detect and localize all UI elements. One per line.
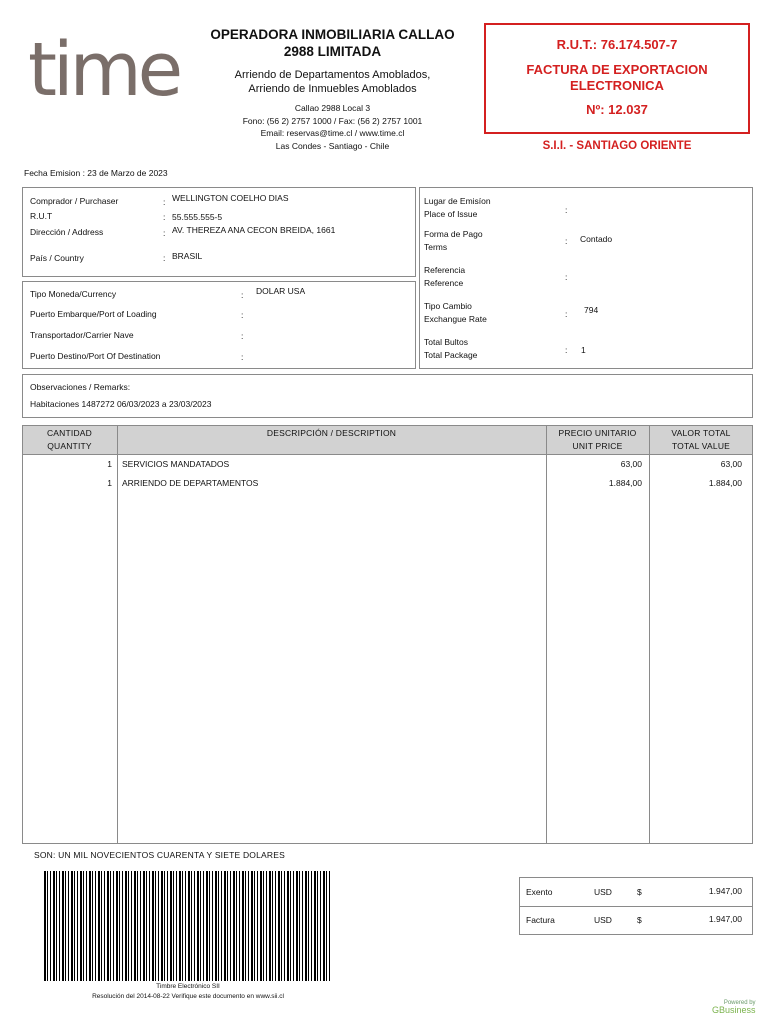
terms-label: Forma de Pago <box>424 229 483 239</box>
exempt-currency: USD <box>594 887 612 897</box>
issue-place-label-en: Place of Issue <box>424 209 478 219</box>
totals-divider <box>520 906 752 907</box>
address-label: Dirección / Address <box>30 227 104 237</box>
stamp-title: Timbre Electrónico SII <box>156 983 220 990</box>
buyer-label: Comprador / Purchaser <box>30 196 119 206</box>
row2-quantity: 1 <box>107 478 112 488</box>
company-activity-line1: Arriendo de Departamentos Amoblados, <box>234 69 431 81</box>
country-label: País / Country <box>30 253 84 263</box>
terms-label-en: Terms <box>424 242 448 252</box>
company-address: Callao 2988 Local 3 <box>294 103 371 113</box>
company-phone: Fono: (56 2) 2757 1000 / Fax: (56 2) 2757 1001 <box>242 115 423 126</box>
address-value: AV. THEREZA ANA CECON BREIDA, 1661 <box>172 225 336 235</box>
invoice-total-amount: 1.947,00 <box>708 914 742 924</box>
total-package-label-en: Total Package <box>424 350 478 360</box>
company-city: Las Condes - Santiago - Chile <box>275 140 390 151</box>
carrier-label: Transportador/Carrier Nave <box>30 330 134 340</box>
terms-box: Lugar de Emisíon Place of Issue : Forma de Pago Terms : Contado Referencia Reference : Tipo Cambio Exchangue Rate : 794 Total Bultos Total Package : 1 <box>419 187 753 369</box>
terms-value: Contado <box>580 234 613 244</box>
invoice-number: Nº: 12.037 <box>586 102 648 117</box>
buyer-value: WELLINGTON COELHO DIAS <box>172 193 289 203</box>
destination-port-label: Puerto Destino/Port Of Destination <box>30 351 161 361</box>
company-email: Email: reservas@time.cl / www.time.cl <box>260 128 405 138</box>
row1-unit-price: 63,00 <box>620 459 642 469</box>
remarks-box <box>22 374 753 418</box>
total-package-value: 1 <box>581 345 586 355</box>
emission-date: Fecha Emision : 23 de Marzo de 2023 <box>24 168 168 178</box>
company-header <box>190 26 475 152</box>
totals-box <box>519 877 753 935</box>
rut-label: R.U.T <box>30 211 53 221</box>
pdf417-barcode <box>44 871 330 981</box>
company-logo: time <box>28 27 180 113</box>
country-value: BRASIL <box>172 251 203 261</box>
exempt-label: Exento <box>526 887 553 897</box>
row2-total: 1.884,00 <box>708 478 742 488</box>
row1-description: SERVICIOS MANDATADOS <box>122 459 230 469</box>
gbusiness-logo: Powered by GBusiness <box>712 1000 756 1015</box>
row1-quantity: 1 <box>107 459 112 469</box>
total-package-label: Total Bultos <box>424 337 468 347</box>
company-name-line2: 2988 LIMITADA <box>283 44 382 59</box>
exempt-amount: 1.947,00 <box>708 886 742 896</box>
currency-label: Tipo Moneda/Currency <box>30 289 117 299</box>
invoice-total-symbol: $ <box>637 915 642 925</box>
exchange-rate-value: 794 <box>584 305 599 315</box>
invoice-total-label: Factura <box>526 915 555 925</box>
invoice-type-line2: ELECTRONICA <box>570 78 664 93</box>
currency-value: DOLAR USA <box>256 286 306 296</box>
header-total-value: VALOR TOTAL TOTAL VALUE <box>671 428 731 451</box>
buyer-box: Comprador / Purchaser : WELLINGTON COELHO DIAS R.U.T : 55.555.555-5 Dirección / Address : AV. THEREZA ANA CECON BREIDA, 1661 País / Country : BRASIL <box>22 187 416 277</box>
header-description: DESCRIPCIÓN / DESCRIPTION <box>266 428 397 438</box>
issue-place-label: Lugar de Emisíon <box>424 196 491 206</box>
invoice-total-currency: USD <box>594 915 612 925</box>
exempt-symbol: $ <box>637 887 642 897</box>
shipping-box: Tipo Moneda/Currency : DOLAR USA Puerto Embarque/Port of Loading : Transportador/Carrier Nave : Puerto Destino/Port Of Destination : <box>22 281 416 369</box>
items-table-body <box>22 455 753 844</box>
company-activity-line2: Arriendo de Inmuebles Amoblados <box>248 83 417 95</box>
company-name-line1: OPERADORA INMOBILIARIA CALLAO <box>210 27 455 42</box>
row1-total: 63,00 <box>720 459 742 469</box>
invoice-rut: R.U.T.: 76.174.507-7 <box>556 37 678 52</box>
reference-label-en: Reference <box>424 278 464 288</box>
row2-description: ARRIENDO DE DEPARTAMENTOS <box>122 478 259 488</box>
remarks-label: Observaciones / Remarks: <box>30 382 131 392</box>
sii-office: S.I.I. - SANTIAGO ORIENTE <box>542 140 692 152</box>
electronic-stamp <box>60 982 316 1002</box>
row2-unit-price: 1.884,00 <box>608 478 642 488</box>
header-quantity: CANTIDAD QUANTITY <box>46 428 93 451</box>
header-unit-price: PRECIO UNITARIO UNIT PRICE <box>558 428 637 451</box>
column-divider <box>117 425 118 844</box>
exchange-rate-label-en: Exchangue Rate <box>424 314 487 324</box>
reference-label: Referencia <box>424 265 466 275</box>
exchange-rate-label: Tipo Cambio <box>424 301 472 311</box>
loading-port-label: Puerto Embarque/Port of Loading <box>30 309 157 319</box>
invoice-type-line1: FACTURA DE EXPORTACION <box>526 62 708 77</box>
amount-in-words: SON: UN MIL NOVECIENTOS CUARENTA Y SIETE DOLARES <box>34 850 285 860</box>
rut-value: 55.555.555-5 <box>172 212 223 222</box>
remarks-text: Habitaciones 1487272 06/03/2023 a 23/03/2023 <box>30 399 212 409</box>
invoice-id-box <box>484 23 750 134</box>
stamp-resolution: Resolución del 2014-08-22 Verifique este documento en www.sii.cl <box>92 993 284 1000</box>
